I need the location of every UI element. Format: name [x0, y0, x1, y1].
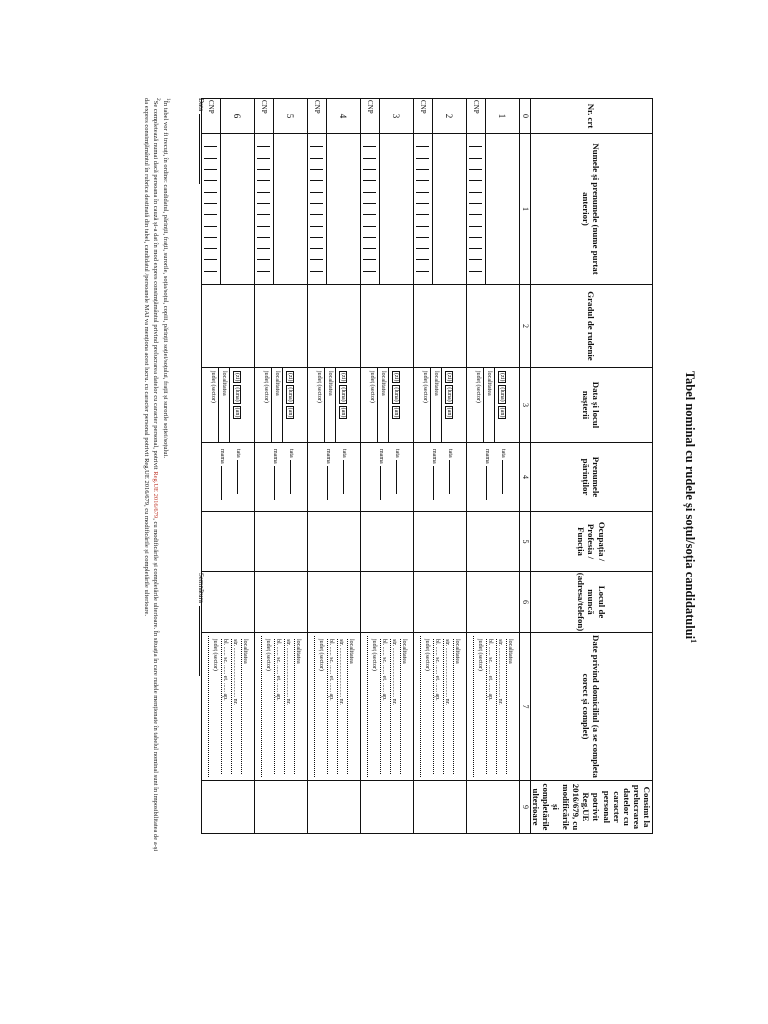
mother-label: mama [324, 449, 331, 464]
day-box[interactable]: (zi) [286, 373, 293, 382]
parents-field[interactable] [254, 443, 307, 512]
parents-field[interactable] [307, 443, 360, 512]
degree-field[interactable] [201, 285, 254, 368]
consent-field[interactable] [360, 781, 413, 834]
address-field[interactable] [254, 633, 307, 781]
father-label: tata [287, 449, 294, 458]
mother-label: mama [483, 449, 490, 464]
signature-field[interactable]: Semnătura [197, 573, 205, 676]
address-field[interactable] [413, 633, 466, 781]
header-name: Numele și prenumele (nume purtat anterior) [530, 134, 652, 285]
footnotes [142, 98, 171, 858]
parents-field[interactable] [413, 443, 466, 512]
birth-county[interactable]: județ (sector) [475, 368, 484, 442]
rotated-content [90, 92, 700, 922]
occupation-field[interactable] [254, 512, 307, 572]
header-degree: Gradul de rudenie [530, 285, 652, 368]
header-nr: Nr. crt [530, 99, 652, 134]
address-locality: localitatea [506, 639, 513, 774]
year-box[interactable]: (an) [445, 407, 452, 418]
address-street: str. ................................. nr. [337, 639, 344, 774]
parents-field[interactable] [360, 443, 413, 512]
mother-label: mama [271, 449, 278, 464]
consent-field[interactable] [413, 781, 466, 834]
birth-field[interactable] [254, 368, 307, 443]
year-box[interactable]: (an) [233, 407, 240, 418]
month-box[interactable]: (luna) [339, 387, 346, 402]
address-locality: localitatea [347, 639, 354, 774]
birth-locality[interactable]: localitatea [380, 368, 389, 442]
page-title: Tabel nominal cu rudele și soțul/soția candidatului$^1$ [682, 370, 698, 644]
workplace-field[interactable] [307, 572, 360, 633]
header-num: 0 [519, 99, 530, 134]
header-num: 3 [519, 368, 530, 443]
name-field[interactable] [485, 134, 519, 285]
birth-field[interactable] [413, 368, 466, 443]
day-box[interactable]: (zi) [445, 373, 452, 382]
degree-field[interactable] [466, 285, 519, 368]
header-num: 6 [519, 572, 530, 633]
address-street: str. ................................. nr. [443, 639, 450, 774]
header-address: Date privind domiciliul (a se completa corect și complet) [530, 633, 652, 781]
header-num: 5 [519, 512, 530, 572]
header-num: 4 [519, 443, 530, 512]
birth-county[interactable]: județ (sector) [263, 368, 272, 442]
occupation-field[interactable] [307, 512, 360, 572]
table-row [326, 99, 360, 834]
workplace-field[interactable] [413, 572, 466, 633]
table-row [379, 99, 413, 834]
birth-field[interactable] [466, 368, 519, 443]
address-block: bl. ...... sc. ...... et. ...... ap. [433, 639, 440, 774]
father-label: tata [393, 449, 400, 458]
workplace-field[interactable] [360, 572, 413, 633]
address-locality: localitatea [294, 639, 301, 774]
degree-field[interactable] [413, 285, 466, 368]
date-field[interactable]: Data [197, 98, 205, 184]
row-number: 6 [220, 99, 254, 134]
table-row [273, 99, 307, 834]
address-county: județ (sector) [370, 639, 377, 671]
day-box[interactable]: (zi) [233, 373, 240, 382]
address-street: str. ................................. nr. [231, 639, 238, 774]
day-box[interactable]: (zi) [498, 373, 505, 382]
birth-locality[interactable]: localitatea [274, 368, 283, 442]
father-label: tata [499, 449, 506, 458]
address-block: bl. ...... sc. ...... et. ...... ap. [274, 639, 281, 774]
row-number: 4 [326, 99, 360, 134]
day-box[interactable]: (zi) [392, 373, 399, 382]
address-block: bl. ...... sc. ...... et. ...... ap. [327, 639, 334, 774]
row-number: 1 [485, 99, 519, 134]
header-birth: Data și locul nașterii [530, 368, 652, 443]
month-box[interactable]: (luna) [286, 387, 293, 402]
year-box[interactable]: (an) [339, 407, 346, 418]
father-label: tata [446, 449, 453, 458]
consent-field[interactable] [201, 781, 254, 834]
consent-field[interactable] [254, 781, 307, 834]
consent-field[interactable] [466, 781, 519, 834]
degree-field[interactable] [307, 285, 360, 368]
relatives-table [201, 98, 653, 834]
table-row [485, 99, 519, 834]
document-page [90, 92, 700, 922]
birth-county[interactable]: județ (sector) [422, 368, 431, 442]
cnp-label: CNP [307, 99, 326, 134]
header-num: 7 [519, 633, 530, 781]
address-locality: localitatea [400, 639, 407, 774]
birth-field[interactable] [201, 368, 254, 443]
birth-locality[interactable]: localitatea [433, 368, 442, 442]
address-field[interactable] [201, 633, 254, 781]
address-field[interactable] [307, 633, 360, 781]
footnote-2: $^2$Se completează numai dacă persoana în cauză și-a dat în mod expres consimțământul privind prelucrarea datelor cu caracter personal, potrivit Reg.UE 2016/679, cu modificările și completările ulterioare. În situația în care rudele menționate în tabelul nominal sunt în imposibilitatea de a-și da expres consimțământul în rubrica destinată din tabel, candidatul /persoanele MAI va menționa acest lucru. cu caracter personal potrivit Reg.UE 2016/679, cu modificările și completările ulterioare. [143, 98, 161, 852]
birth-county[interactable]: județ (sector) [210, 368, 219, 442]
address-county: județ (sector) [423, 639, 430, 671]
birth-county[interactable]: județ (sector) [369, 368, 378, 442]
address-county: județ (sector) [211, 639, 218, 671]
parents-field[interactable] [466, 443, 519, 512]
birth-field[interactable] [360, 368, 413, 443]
cnp-input[interactable] [254, 134, 273, 285]
year-box[interactable]: (an) [392, 407, 399, 418]
birth-locality[interactable]: localitatea [486, 368, 495, 442]
day-box[interactable]: (zi) [339, 373, 346, 382]
header-consent: Consimt la prelucrarea datelor cu caracter personal potrivit Reg.UE 2016/679, cu modificările și completările ulterioare [530, 781, 652, 834]
cnp-input[interactable] [307, 134, 326, 285]
father-label: tata [340, 449, 347, 458]
occupation-field[interactable] [413, 512, 466, 572]
workplace-field[interactable] [201, 572, 254, 633]
address-field[interactable] [466, 633, 519, 781]
header-num: 9 [519, 781, 530, 834]
name-field[interactable] [326, 134, 360, 285]
mother-label: mama [377, 449, 384, 464]
month-box[interactable]: (luna) [233, 387, 240, 402]
cnp-input[interactable] [413, 134, 432, 285]
birth-locality[interactable]: localitatea [221, 368, 230, 442]
header-occupation: Ocupația / Profesia / Funcția [530, 512, 652, 572]
address-block: bl. ...... sc. ...... et. ...... ap. [221, 639, 228, 774]
footnote-1: $^1$În tabel vor fi trecuți, în ordine: candidatul, părinții, frații, surorile, soția/soțul, copiii, părinții soției/soțului, frații și surorile soției/soțului. [161, 98, 171, 458]
name-field[interactable] [432, 134, 466, 285]
birth-county[interactable]: județ (sector) [316, 368, 325, 442]
row-number: 2 [432, 99, 466, 134]
cnp-label: CNP [201, 99, 220, 134]
degree-field[interactable] [254, 285, 307, 368]
cnp-label: CNP [466, 99, 485, 134]
month-box[interactable]: (luna) [392, 387, 399, 402]
address-street: str. ................................. nr. [390, 639, 397, 774]
cnp-input[interactable] [360, 134, 379, 285]
header-num: 2 [519, 285, 530, 368]
address-county: județ (sector) [476, 639, 483, 671]
year-box[interactable]: (an) [286, 407, 293, 418]
address-field[interactable] [360, 633, 413, 781]
address-county: județ (sector) [317, 639, 324, 671]
month-box[interactable]: (luna) [498, 387, 505, 402]
address-street: str. ................................. nr. [284, 639, 291, 774]
table-row [220, 99, 254, 834]
year-box[interactable]: (an) [498, 407, 505, 418]
workplace-field[interactable] [254, 572, 307, 633]
table-row [432, 99, 466, 834]
address-locality: localitatea [453, 639, 460, 774]
name-field[interactable] [379, 134, 413, 285]
address-block: bl. ...... sc. ...... et. ...... ap. [380, 639, 387, 774]
cnp-label: CNP [360, 99, 379, 134]
address-locality: localitatea [241, 639, 248, 774]
address-county: județ (sector) [264, 639, 271, 671]
occupation-field[interactable] [466, 512, 519, 572]
parents-field[interactable] [201, 443, 254, 512]
father-label: tata [234, 449, 241, 458]
name-field[interactable] [220, 134, 254, 285]
cnp-label: CNP [413, 99, 432, 134]
occupation-field[interactable] [201, 512, 254, 572]
row-number: 3 [379, 99, 413, 134]
birth-locality[interactable]: localitatea [327, 368, 336, 442]
mother-label: mama [218, 449, 225, 464]
name-field[interactable] [273, 134, 307, 285]
mother-label: mama [430, 449, 437, 464]
workplace-field[interactable] [466, 572, 519, 633]
header-workplace: Locul de muncă (adresa/telefon) [530, 572, 652, 633]
row-number: 5 [273, 99, 307, 134]
month-box[interactable]: (luna) [445, 387, 452, 402]
cnp-input[interactable] [466, 134, 485, 285]
consent-field[interactable] [307, 781, 360, 834]
address-street: str. ................................. nr. [496, 639, 503, 774]
address-block: bl. ...... sc. ...... et. ...... ap. [486, 639, 493, 774]
cnp-label: CNP [254, 99, 273, 134]
header-num: 1 [519, 134, 530, 285]
header-parents: Prenumele părinților [530, 443, 652, 512]
birth-field[interactable] [307, 368, 360, 443]
degree-field[interactable] [360, 285, 413, 368]
occupation-field[interactable] [360, 512, 413, 572]
